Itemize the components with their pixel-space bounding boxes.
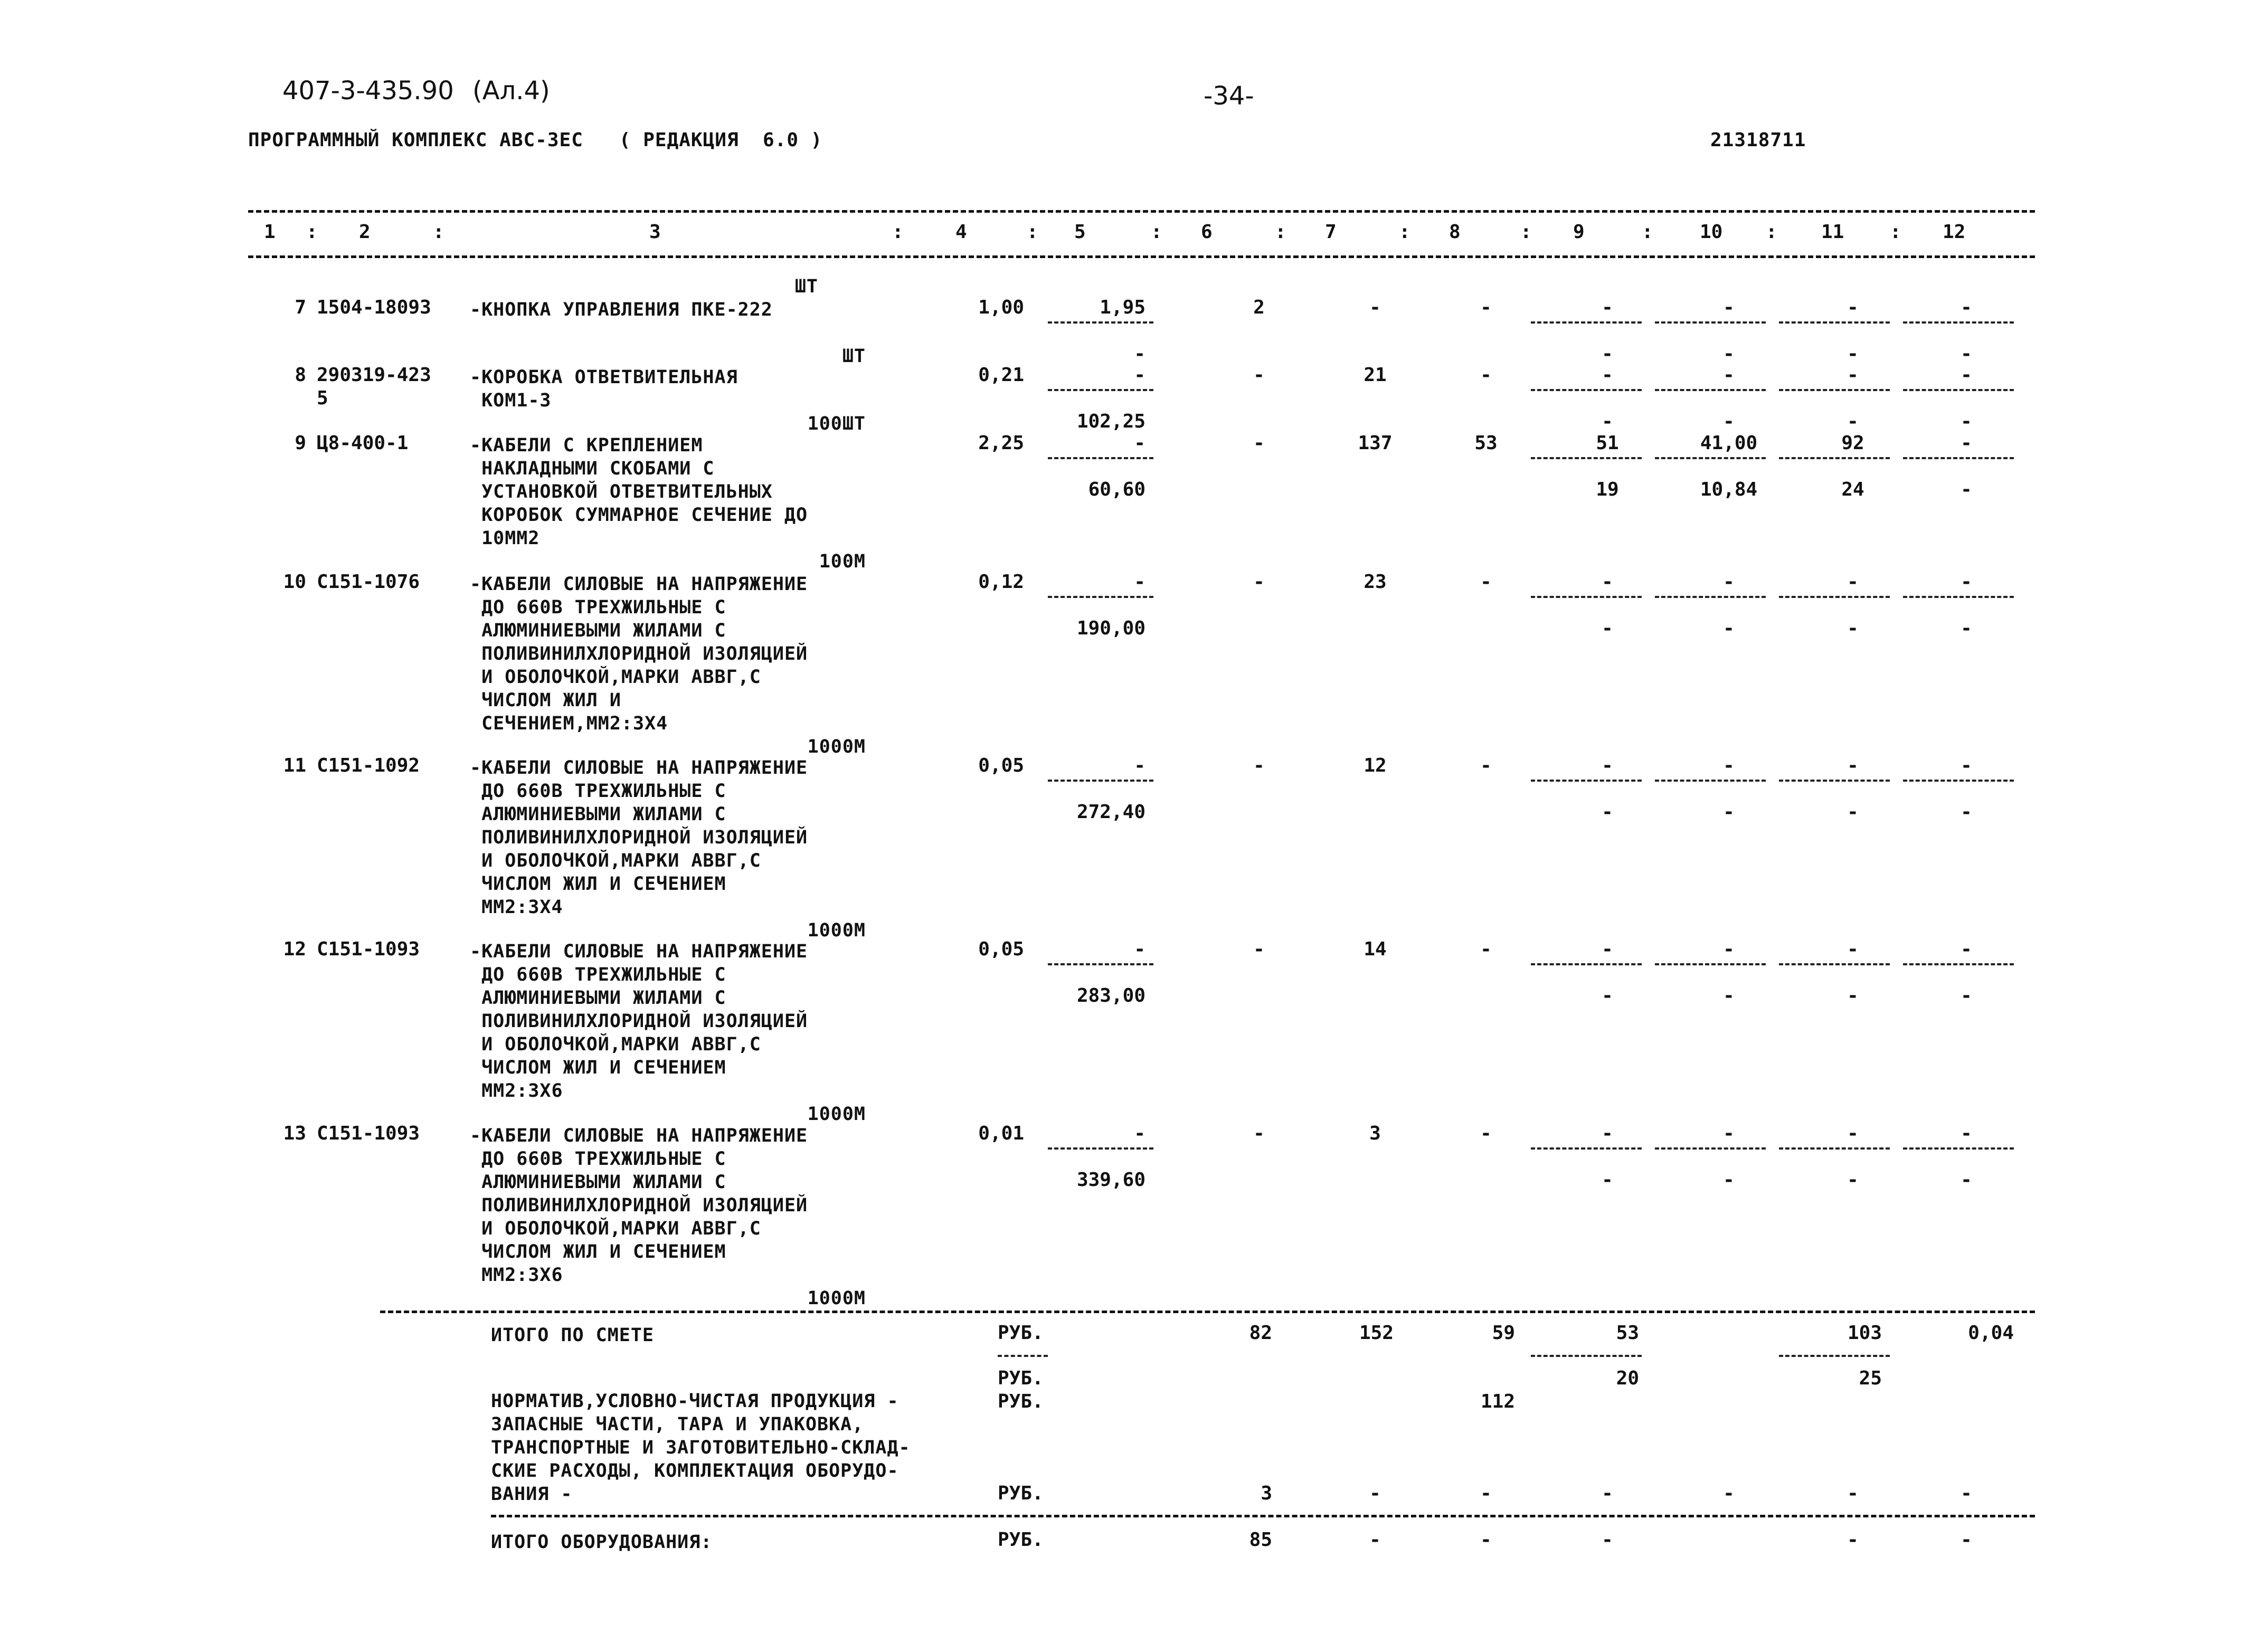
row-c8: -	[1480, 364, 1492, 386]
col-5: 5	[1074, 221, 1086, 243]
row-c11-top: -	[1847, 571, 1859, 593]
normative-rub2: РУБ.	[998, 1483, 1044, 1504]
row-number: 11	[283, 755, 306, 776]
row-c9-top: -	[1602, 364, 1613, 386]
row-unit-above: ШТ	[794, 276, 818, 297]
row-c10-top: -	[1723, 297, 1735, 318]
row-c12-divider	[1903, 457, 2014, 459]
row-c9-bottom: -	[1602, 343, 1613, 365]
row-c11-bottom: -	[1847, 343, 1859, 365]
normative-dash-0: -	[1369, 1483, 1381, 1504]
row-quantity: 0,05	[978, 755, 1024, 776]
row-c10-bottom: 10,84	[1700, 479, 1758, 500]
row-c12-divider	[1903, 596, 2014, 598]
row-c8: -	[1480, 755, 1492, 776]
equipment-dash-0: -	[1369, 1529, 1381, 1551]
row-c7: 137	[1358, 432, 1393, 454]
row-col5-bottom: 190,00	[1076, 618, 1145, 639]
col-6: 6	[1201, 221, 1213, 243]
itogo-rub: РУБ.	[998, 1322, 1044, 1344]
row-c11-divider	[1779, 963, 1890, 965]
itogo-col11-underline	[1779, 1355, 1890, 1357]
row-c11-divider	[1779, 457, 1890, 459]
normative-dash-4: -	[1847, 1483, 1859, 1504]
row-c10-top: 41,00	[1700, 432, 1758, 454]
row-c9-divider	[1531, 457, 1642, 459]
row-c10-bottom: -	[1723, 985, 1735, 1007]
album-label: (Ал.4)	[472, 76, 550, 106]
row-c10-top: -	[1723, 571, 1735, 593]
row-description: -КОРОБКА ОТВЕТВИТЕЛЬНАЯ КОМ1-3	[470, 367, 738, 411]
program-title: ПРОГРАММНЫЙ КОМПЛЕКС АВС-ЗЕС ( РЕДАКЦИЯ 6.0 )	[248, 129, 823, 151]
col-9: 9	[1573, 221, 1585, 243]
row-col5-top: -	[1134, 1123, 1145, 1144]
row-c6: 2	[1253, 297, 1265, 318]
row-c12-bottom: -	[1961, 479, 1972, 500]
row-col5-divider	[1048, 596, 1153, 598]
equipment-rub: РУБ.	[998, 1529, 1044, 1551]
itogo-col11-bottom: 25	[1859, 1368, 1882, 1389]
row-c10-bottom: -	[1723, 1169, 1735, 1191]
row-c9-divider	[1531, 321, 1642, 324]
row-c11-top: -	[1847, 938, 1859, 960]
row-c6: -	[1253, 755, 1265, 776]
row-description: -КАБЕЛИ СИЛОВЫЕ НА НАПРЯЖЕНИЕ ДО 660В ТРЕХЖИЛЬНЫЕ С АЛЮМИНИЕВЫМИ ЖИЛАМИ С ПОЛИВИНИЛХЛОРИДНОЙ ИЗОЛЯЦИЕЙ И ОБОЛОЧКОЙ,МАРКИ АВВГ,С ЧИСЛОМ ЖИЛ И СЕЧЕНИЕМ ММ2:3Х6	[470, 1125, 808, 1286]
row-c8: -	[1480, 297, 1492, 318]
itogo-col9-underline	[1531, 1355, 1642, 1357]
itogo-col8: 59	[1492, 1322, 1515, 1344]
row-unit: 1000М	[807, 920, 866, 941]
normative-dash-2: -	[1602, 1483, 1613, 1504]
row-col5-bottom: 272,40	[1076, 801, 1145, 823]
row-col5-bottom: 339,60	[1076, 1169, 1145, 1191]
normative-col6: 3	[1261, 1483, 1272, 1504]
equipment-col6: 85	[1249, 1529, 1272, 1551]
col-4: 4	[955, 221, 967, 243]
row-description: -КАБЕЛИ СИЛОВЫЕ НА НАПРЯЖЕНИЕ ДО 660В ТРЕХЖИЛЬНЫЕ С АЛЮМИНИЕВЫМИ ЖИЛАМИ С ПОЛИВИНИЛХЛОРИДНОЙ ИЗОЛЯЦИЕЙ И ОБОЛОЧКОЙ,МАРКИ АВВГ,С ЧИСЛОМ ЖИЛ И СЕЧЕНИЕМ ММ2:3Х4	[470, 757, 808, 918]
row-c6: -	[1253, 364, 1265, 386]
row-c12-bottom: -	[1961, 985, 1972, 1007]
col-2: 2	[359, 221, 371, 243]
row-c7: 3	[1369, 1123, 1381, 1144]
row-col5-top: -	[1134, 432, 1145, 454]
row-c8: -	[1480, 571, 1492, 593]
row-c12-divider	[1903, 1147, 2014, 1150]
row-quantity: 0,01	[978, 1123, 1024, 1144]
row-number: 13	[283, 1123, 306, 1144]
row-c7: 21	[1364, 364, 1387, 386]
row-c11-divider	[1779, 596, 1890, 598]
row-c7: 12	[1364, 755, 1387, 776]
row-c11-top: -	[1847, 1123, 1859, 1144]
row-c11-divider	[1779, 321, 1890, 324]
row-c12-divider	[1903, 321, 2014, 324]
row-c11-bottom: -	[1847, 411, 1859, 432]
row-code: С151-1093	[317, 938, 420, 960]
row-c10-bottom: -	[1723, 411, 1735, 432]
equipment-label: ИТОГО ОБОРУДОВАНИЯ:	[491, 1532, 713, 1553]
row-code: 1504-18093	[317, 297, 431, 318]
row-c12-bottom: -	[1961, 411, 1972, 432]
row-code: 290319-423	[317, 364, 431, 386]
row-description: -КАБЕЛИ СИЛОВЫЕ НА НАПРЯЖЕНИЕ ДО 660В ТРЕХЖИЛЬНЫЕ С АЛЮМИНИЕВЫМИ ЖИЛАМИ С ПОЛИВИНИЛХЛОРИДНОЙ ИЗОЛЯЦИЕЙ И ОБОЛОЧКОЙ,МАРКИ АВВГ,С ЧИСЛОМ ЖИЛ И СЕЧЕНИЕМ ММ2:3Х6	[470, 941, 808, 1102]
row-c9-divider	[1531, 963, 1642, 965]
row-col5-top: -	[1134, 755, 1145, 776]
row-c12-bottom: -	[1961, 1169, 1972, 1191]
itogo-col12: 0,04	[1968, 1322, 2014, 1344]
row-c11-top: -	[1847, 297, 1859, 318]
row-c9-top: -	[1602, 1123, 1613, 1144]
row-unit: 1000М	[807, 1288, 866, 1309]
row-c9-bottom: -	[1602, 618, 1613, 639]
row-c9-top: 51	[1596, 432, 1619, 454]
row-number: 10	[283, 571, 306, 593]
row-code: С151-1092	[317, 755, 420, 776]
row-c11-bottom: -	[1847, 985, 1859, 1007]
row-quantity: 1,00	[978, 297, 1024, 318]
row-col5-divider	[1048, 457, 1153, 459]
equipment-dash-3: -	[1847, 1529, 1859, 1551]
doc-number: 407-3-435.90	[282, 76, 454, 106]
itogo-col6: 82	[1249, 1322, 1272, 1344]
equipment-dash-2: -	[1602, 1529, 1613, 1551]
rub-underline	[998, 1355, 1048, 1357]
itogo-rub2: РУБ.	[998, 1368, 1044, 1389]
normative-dash-3: -	[1723, 1483, 1735, 1504]
row-col5-bottom: 283,00	[1076, 985, 1145, 1007]
row-c12-divider	[1903, 780, 2014, 782]
row-c10-bottom: -	[1723, 343, 1735, 365]
row-number: 8	[295, 364, 306, 386]
row-col5-bottom: 102,25	[1076, 411, 1145, 432]
row-c10-bottom: -	[1723, 618, 1735, 639]
row-c9-divider	[1531, 389, 1642, 391]
row-c12-top: -	[1961, 755, 1972, 776]
row-c11-bottom: -	[1847, 1169, 1859, 1191]
row-c10-divider	[1655, 389, 1766, 391]
row-number: 12	[283, 938, 306, 960]
itogo-col9-bottom: 20	[1616, 1368, 1639, 1389]
row-c9-bottom: -	[1602, 411, 1613, 432]
normative-text: НОРМАТИВ,УСЛОВНО-ЧИСТАЯ ПРОДУКЦИЯ - ЗАПАСНЫЕ ЧАСТИ, ТАРА И УПАКОВКА, ТРАНСПОРТНЫЕ И ЗАГОТОВИТЕЛЬНО-СКЛАД- СКИЕ РАСХОДЫ, КОМПЛЕКТАЦИЯ ОБОРУДО- ВАНИЯ -	[491, 1391, 911, 1505]
row-c10-divider	[1655, 321, 1766, 324]
row-c12-top: -	[1961, 432, 1972, 454]
row-c7: 23	[1364, 571, 1387, 593]
row-c9-bottom: -	[1602, 1169, 1613, 1191]
itogo-col7: 152	[1359, 1322, 1394, 1344]
row-c10-divider	[1655, 780, 1766, 782]
row-description: -КАБЕЛИ С КРЕПЛЕНИЕМ НАКЛАДНЫМИ СКОБАМИ С УСТАНОВКОЙ ОТВЕТВИТЕЛЬНЫХ КОРОБОК СУММАРНОЕ СЕЧЕНИЕ ДО 10ММ2	[470, 435, 808, 549]
row-c9-bottom: 19	[1596, 479, 1619, 500]
normative-col8: 112	[1480, 1391, 1515, 1412]
row-c9-divider	[1531, 780, 1642, 782]
row-c11-top: -	[1847, 755, 1859, 776]
row-c11-divider	[1779, 1147, 1890, 1150]
row-number: 7	[295, 297, 306, 318]
row-description: -КАБЕЛИ СИЛОВЫЕ НА НАПРЯЖЕНИЕ ДО 660В ТРЕХЖИЛЬНЫЕ С АЛЮМИНИЕВЫМИ ЖИЛАМИ С ПОЛИВИНИЛХЛОРИДНОЙ ИЗОЛЯЦИЕЙ И ОБОЛОЧКОЙ,МАРКИ АВВГ,С ЧИСЛОМ ЖИЛ И СЕЧЕНИЕМ,ММ2:3Х4	[470, 574, 808, 734]
normative-rub: РУБ.	[998, 1391, 1044, 1412]
row-c11-divider	[1779, 389, 1890, 391]
row-quantity: 0,05	[978, 938, 1024, 960]
normative-dash-1: -	[1480, 1483, 1492, 1504]
row-c10-divider	[1655, 457, 1766, 459]
row-c10-divider	[1655, 963, 1766, 965]
itogo-label: ИТОГО ПО СМЕТЕ	[491, 1325, 655, 1346]
header-bottom-rule	[248, 255, 2035, 258]
col-11: 11	[1821, 221, 1844, 243]
row-col5-divider	[1048, 780, 1153, 782]
row-c6: -	[1253, 1123, 1265, 1144]
row-col5-divider	[1048, 389, 1153, 391]
row-quantity: 0,12	[978, 571, 1024, 593]
row-c10-top: -	[1723, 364, 1735, 386]
row-c9-top: -	[1602, 938, 1613, 960]
row-unit: ШТ	[842, 346, 866, 367]
program-code: 21318711	[1710, 129, 1806, 151]
row-col5-top: -	[1134, 571, 1145, 593]
col-12: 12	[1943, 221, 1966, 243]
row-unit: 1000М	[807, 1104, 866, 1125]
row-c11-bottom: -	[1847, 618, 1859, 639]
row-number: 9	[295, 432, 306, 454]
totals-rule	[380, 1311, 2035, 1313]
row-c6: -	[1253, 432, 1265, 454]
row-c10-divider	[1655, 1147, 1766, 1150]
row-c10-bottom: -	[1723, 801, 1735, 823]
row-c12-top: -	[1961, 297, 1972, 318]
row-c6: -	[1253, 938, 1265, 960]
row-col5-top: 1,95	[1100, 297, 1145, 318]
row-code: Ц8-400-1	[317, 432, 409, 454]
row-c12-top: -	[1961, 571, 1972, 593]
row-c7: 14	[1364, 938, 1387, 960]
row-c12-bottom: -	[1961, 801, 1972, 823]
row-c11-divider	[1779, 780, 1890, 782]
row-col5-bottom: -	[1134, 343, 1145, 365]
row-c12-bottom: -	[1961, 343, 1972, 365]
col-3: 3	[649, 221, 661, 243]
itogo-col11: 103	[1847, 1322, 1882, 1344]
row-c11-top: -	[1847, 364, 1859, 386]
row-col5-top: -	[1134, 938, 1145, 960]
row-c10-top: -	[1723, 755, 1735, 776]
col-1: 1	[264, 221, 276, 243]
row-c10-top: -	[1723, 1123, 1735, 1144]
row-c7: -	[1369, 297, 1381, 318]
row-col5-top: -	[1134, 364, 1145, 386]
row-c12-divider	[1903, 389, 2014, 391]
row-c12-top: -	[1961, 938, 1972, 960]
row-c9-bottom: -	[1602, 801, 1613, 823]
row-c12-divider	[1903, 963, 2014, 965]
equipment-dash-1: -	[1480, 1529, 1492, 1551]
row-unit: 100ШТ	[807, 413, 866, 434]
row-col5-bottom: 60,60	[1088, 479, 1145, 500]
row-col5-divider	[1048, 963, 1153, 965]
row-c9-divider	[1531, 596, 1642, 598]
row-c11-bottom: -	[1847, 801, 1859, 823]
row-description: -КНОПКА УПРАВЛЕНИЯ ПКЕ-222	[470, 299, 773, 320]
row-code: С151-1076	[317, 571, 420, 593]
row-c11-top: 92	[1841, 432, 1864, 454]
row-c8: -	[1480, 1123, 1492, 1144]
col-10: 10	[1700, 221, 1723, 243]
row-quantity: 0,21	[978, 364, 1024, 386]
row-c6: -	[1253, 571, 1265, 593]
itogo-col9: 53	[1616, 1322, 1639, 1344]
row-c8: -	[1480, 938, 1492, 960]
col-8: 8	[1449, 221, 1461, 243]
row-c9-top: -	[1602, 571, 1613, 593]
row-code-cont: 5	[317, 387, 328, 409]
row-c9-bottom: -	[1602, 985, 1613, 1007]
row-c9-top: -	[1602, 297, 1613, 318]
row-c12-bottom: -	[1961, 618, 1972, 639]
equipment-dash-4: -	[1961, 1529, 1972, 1551]
header-top-rule	[248, 210, 2035, 213]
row-col5-divider	[1048, 1147, 1153, 1150]
row-c12-top: -	[1961, 364, 1972, 386]
col-7: 7	[1325, 221, 1337, 243]
row-code: С151-1093	[317, 1123, 420, 1144]
row-quantity: 2,25	[978, 432, 1024, 454]
row-c9-divider	[1531, 1147, 1642, 1150]
row-unit: 1000М	[807, 736, 866, 757]
normative-dash-5: -	[1961, 1483, 1972, 1504]
row-c10-divider	[1655, 596, 1766, 598]
page-number: -34-	[1204, 81, 1254, 111]
row-unit: 100М	[819, 551, 866, 572]
row-c11-bottom: 24	[1841, 479, 1864, 500]
row-c8: 53	[1474, 432, 1498, 454]
equipment-rule	[491, 1515, 2035, 1517]
row-c12-top: -	[1961, 1123, 1972, 1144]
row-c9-top: -	[1602, 755, 1613, 776]
row-c10-top: -	[1723, 938, 1735, 960]
row-col5-divider	[1048, 321, 1153, 324]
